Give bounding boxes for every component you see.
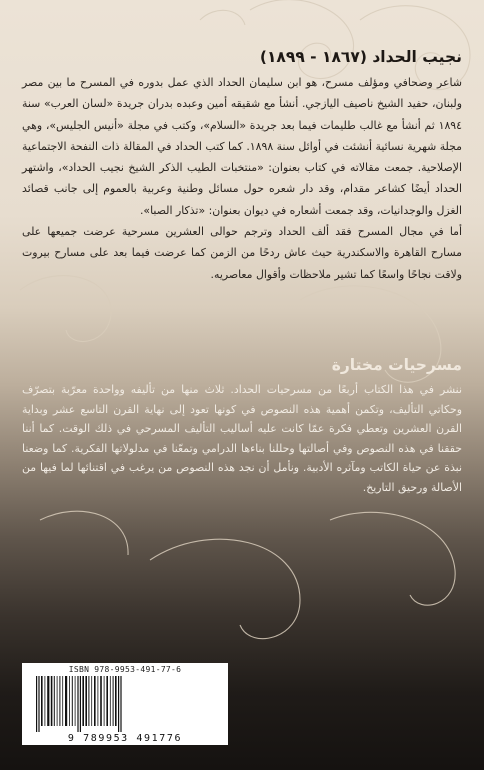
barcode-bar (54, 676, 55, 726)
barcode-bar (115, 676, 117, 726)
ean-digits: 9 789953 491776 (67, 733, 183, 744)
barcode-bar (77, 676, 78, 732)
barcode-bar (69, 676, 70, 726)
biography-paragraph-2: أما في مجال المسرح فقد ألف الحداد وترجم حوالى العشرين مسرحية عرضت جميعها على مسارح القاهرة والاسكندرية حيث عاش ردحًا من الزمن كما عرضت فيما بعد على مسارح بيروت ولاقت نجاحًا واسعًا كما تشير ملاحظات وأقوال معاصريه. (22, 225, 462, 281)
selected-plays-paragraph: ننشر في هذا الكتاب أربعًا من مسرحيات الحداد. ثلاث منها من تأليفه وواحدة معرّبة بتصرّف وحكاتي التأليف، وتكمن أهمية هذه النصوص في كونها تعود إلى نهاية القرن التاسع عشر وبداية القرن العشرين وتعطي فكرة عمّا كانت عليه أساليب التأليف المسرحي في ذلك الوقت. كما أننا حققنا في هذه النصوص وفي أصالتها وحللنا بناءها الدرامي وتمعّنا في مدلولاتها الفكرية. كما وضعنا نبذة عن حياة الكاتب ومآثره الأدبية. ونأمل أن نجد هذه النصوص من يرغب في اقتنائها لما فيها من الأصالة ورحيق التاريخ. (22, 383, 462, 494)
barcode-bar (88, 676, 89, 726)
barcode-bar (38, 676, 39, 732)
barcode-bar (51, 676, 53, 726)
barcode-bar (91, 676, 92, 726)
barcode-bar (65, 676, 67, 726)
barcode-bar (100, 676, 102, 726)
barcode-bar (94, 676, 96, 726)
barcode-bar (106, 676, 108, 726)
barcode-bar (72, 676, 73, 726)
barcode-bar (113, 676, 114, 726)
barcode-bar (110, 676, 111, 726)
barcode-bar (120, 676, 121, 732)
barcode-bar (85, 676, 87, 726)
barcode-bars (34, 676, 216, 732)
barcode-bar (57, 676, 58, 726)
barcode-bar (62, 676, 63, 726)
barcode-bar (36, 676, 37, 732)
barcode-bar (59, 676, 60, 726)
barcode-bar (82, 676, 84, 726)
biography-heading: نجيب الحداد (١٨٦٧ - ١٨٩٩) (259, 48, 462, 66)
barcode-bar (47, 676, 49, 726)
selected-plays-heading: مسرحيات مختارة (331, 356, 462, 374)
barcode-bar (75, 676, 76, 726)
barcode-bar (41, 676, 43, 726)
barcode-bar (118, 676, 119, 732)
barcode-bar (104, 676, 105, 726)
barcode-bar (45, 676, 46, 726)
biography-paragraph-1: شاعر وصحافي ومؤلف مسرح، هو ابن سليمان الحداد الذي عمل بدوره في المسرح ما بين مصر ولبنان، حفيد الشيخ ناصيف اليازجي. أنشأ مع شقيقه أمين وعبده بدران جريدة «لسان العرب» سنة ١٨٩٤ ثم أنشأ مع غالب طليمات فيما بعد جريدة «السلام»، وكتب في مجلة «أنيس الجليس»، وهي مجلة شهرية نسائية أنشئت في أوائل سنة ١٨٩٨. كما كتب الحداد في المقالة ذات النفحة الاجتماعية الإصلاحية. جمعت مقالاته في كتاب بعنوان: «منتخبات الطيب الذكر الشيخ نجيب الحداد»، واشتهر الحداد أيضًا كشاعر مقدام، وقد دار شعره حول مسائل وطنية وعربية بالعموم إلى جانب قصائد الغزل والوجدانيات، وقد جمعت أشعاره في ديوان بعنوان: «تذكار الصبا». (22, 76, 463, 217)
isbn-barcode (22, 663, 228, 745)
barcode-bar (80, 676, 81, 732)
isbn-text: ISBN 978-9953-491-77-6 (68, 665, 182, 674)
barcode-bar (98, 676, 99, 726)
biography-section (22, 46, 462, 285)
selected-plays-section (22, 354, 462, 497)
